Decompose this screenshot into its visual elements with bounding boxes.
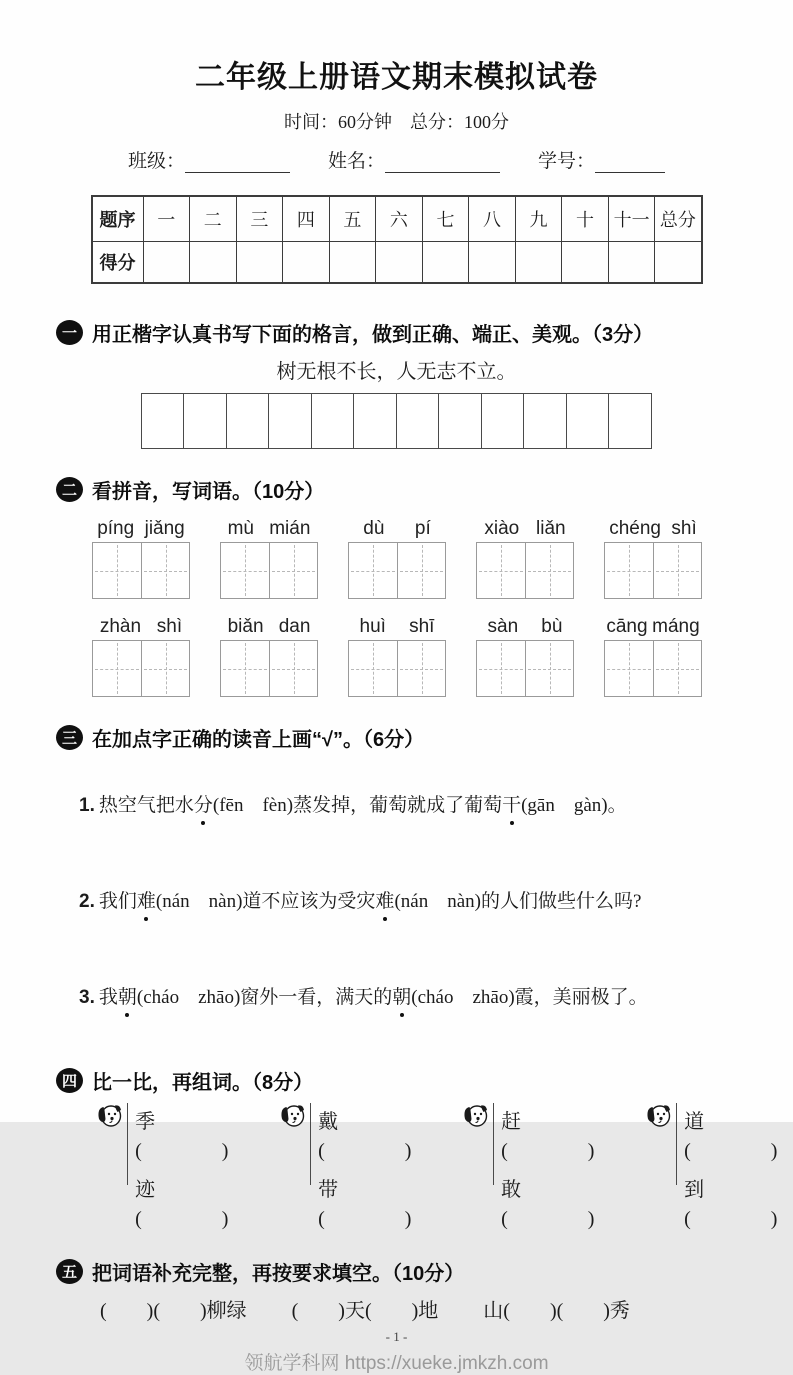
answer-grid (604, 640, 702, 697)
word-blank: 季( ) (135, 1111, 229, 1162)
grid-cell (93, 641, 141, 696)
column-2: 二 (190, 196, 237, 242)
score-cell (469, 242, 516, 284)
idiom-blank: ( )( )柳绿 (100, 1300, 247, 1322)
site-footer: 领航学科网 https://xueke.jmkzh.com (244, 1353, 549, 1374)
class-blank-line (185, 152, 290, 173)
writing-box (353, 393, 397, 449)
pinyin-word (476, 612, 574, 697)
grid-cell (141, 543, 189, 598)
pinyin-word (92, 612, 190, 697)
answer-grid (92, 542, 190, 599)
section2-title: 看拼音，写词语。（10分） (92, 481, 325, 503)
writing-box (608, 393, 652, 449)
page-number: - 1 - (385, 1329, 408, 1344)
pinyin-word (476, 514, 574, 599)
dotted-character: 朝 (118, 984, 137, 1012)
pair-words (501, 1103, 610, 1231)
answer-grid (220, 542, 318, 599)
grid-cell (605, 543, 653, 598)
word-blank: 迹( ) (135, 1179, 229, 1230)
score-cell (329, 242, 376, 284)
section5-heading (56, 1257, 793, 1286)
score-cell (376, 242, 423, 284)
column-4: 四 (283, 196, 330, 242)
pinyin-row-1 (92, 514, 793, 599)
pinyin-word (220, 612, 318, 697)
divider-line (127, 1103, 128, 1185)
student-number-field (538, 146, 665, 173)
idiom-blank: 山( )( )秀 (483, 1300, 630, 1322)
compare-pair (278, 1103, 427, 1231)
score-cell (190, 242, 237, 284)
score-cell (283, 242, 330, 284)
pinyin-word (348, 514, 446, 599)
answer-grid (604, 542, 702, 599)
column-3: 三 (236, 196, 283, 242)
section1-heading (56, 318, 793, 347)
grid-cell (525, 543, 573, 598)
answer-grid (348, 640, 446, 697)
answer-grid (476, 542, 574, 599)
column-1: 一 (143, 196, 190, 242)
pinyin-word (348, 612, 446, 697)
grid-cell (141, 641, 189, 696)
pinyin-label: sàn bù (487, 616, 563, 637)
section1-title: 用正楷字认真书写下面的格言，做到正确、端正、美观。（3分） (92, 324, 654, 346)
score-cell (608, 242, 655, 284)
score-cell (143, 242, 190, 284)
pinyin-label: zhàn shì (99, 616, 183, 637)
class-label: 班级： (127, 151, 185, 172)
grid-cell (605, 641, 653, 696)
section5-number-badge: 五 (56, 1259, 83, 1284)
puppy-icon (278, 1101, 308, 1131)
pinyin-label: mù mián (227, 518, 311, 539)
puppy-icon (644, 1101, 674, 1131)
grid-cell (221, 543, 269, 598)
compare-pairs-row (95, 1103, 793, 1231)
section1-number-badge: 一 (56, 320, 83, 345)
question-order-label: 题序 (92, 196, 144, 242)
word-blank: 敢( ) (501, 1179, 595, 1230)
section3-heading (56, 723, 793, 752)
grid-cell (349, 543, 397, 598)
writing-box (268, 393, 312, 449)
column-8: 八 (469, 196, 516, 242)
writing-box (523, 393, 567, 449)
name-blank-line (385, 152, 500, 173)
grid-cell (477, 543, 525, 598)
writing-box (396, 393, 440, 449)
pronunciation-sentence-2: 2. 我们难(nán nàn)道不应该为受灾难(nán nàn)的人们做些什么吗? (60, 860, 793, 944)
exam-meta: 时间：60分钟 总分：100分 (284, 112, 509, 132)
puppy-icon (95, 1101, 125, 1131)
word-blank: 带( ) (318, 1179, 412, 1230)
section4-heading (56, 1066, 793, 1095)
pinyin-row-2 (92, 612, 793, 697)
pair-words (684, 1103, 793, 1231)
column-9: 九 (515, 196, 562, 242)
grid-cell (93, 543, 141, 598)
writing-grid (0, 393, 793, 449)
score-cell (562, 242, 609, 284)
student-number-blank-line (595, 152, 665, 173)
score-table-score-row (92, 242, 702, 284)
grid-cell (269, 641, 317, 696)
writing-box (141, 393, 185, 449)
grid-cell (397, 543, 445, 598)
writing-box (183, 393, 227, 449)
divider-line (676, 1103, 677, 1185)
section4-number-badge: 四 (56, 1068, 83, 1093)
dotted-character: 干 (502, 792, 521, 820)
dotted-character: 难 (375, 888, 394, 916)
name-field (328, 146, 500, 173)
word-blank: 到( ) (684, 1179, 778, 1230)
pinyin-label: dù pí (363, 518, 431, 539)
column-7: 七 (422, 196, 469, 242)
section2-number-badge: 二 (56, 477, 83, 502)
score-label: 得分 (92, 242, 144, 284)
dotted-character: 朝 (392, 984, 411, 1012)
pinyin-label: píng jiǎng (97, 518, 185, 539)
score-cell (655, 242, 702, 284)
grid-cell (525, 641, 573, 696)
pinyin-label: xiào liǎn (484, 518, 566, 539)
score-cell (236, 242, 283, 284)
divider-line (310, 1103, 311, 1185)
pinyin-label: cāng máng (606, 616, 700, 637)
pair-words (318, 1103, 427, 1231)
compare-pair (95, 1103, 244, 1231)
section3-number-badge: 三 (56, 725, 83, 750)
word-blank: 道( ) (684, 1111, 778, 1162)
answer-grid (92, 640, 190, 697)
idiom-fill-row (100, 1294, 793, 1323)
copy-sentence: 树无根不长，人无志不立。 (276, 361, 517, 383)
grid-cell (477, 641, 525, 696)
score-table (91, 195, 703, 284)
compare-pair (644, 1103, 793, 1231)
column-5: 五 (329, 196, 376, 242)
column-6: 六 (376, 196, 423, 242)
grid-cell (397, 641, 445, 696)
grid-cell (653, 641, 701, 696)
name-label: 姓名： (327, 151, 385, 172)
pinyin-word (604, 612, 702, 697)
student-info-row (0, 146, 793, 173)
section2-heading (56, 475, 793, 504)
pinyin-word (92, 514, 190, 599)
writing-box (481, 393, 525, 449)
pronunciation-sentence-1: 1. 热空气把水分(fēn fèn)蒸发掉，葡萄就成了葡萄干(gān gàn)。 (60, 764, 793, 848)
answer-grid (348, 542, 446, 599)
answer-grid (220, 640, 318, 697)
section5-title: 把词语补充完整，再按要求填空。（10分） (92, 1263, 465, 1285)
column-total: 总分 (655, 196, 702, 242)
writing-box (566, 393, 610, 449)
dotted-character: 难 (137, 888, 156, 916)
class-field (128, 146, 290, 173)
writing-box (438, 393, 482, 449)
compare-pair (461, 1103, 610, 1231)
column-10: 十 (562, 196, 609, 242)
grid-cell (653, 543, 701, 598)
word-blank: 戴( ) (318, 1111, 412, 1162)
grid-cell (269, 543, 317, 598)
page-title: 二年级上册语文期末模拟试卷 (195, 61, 598, 94)
grid-cell (349, 641, 397, 696)
student-number-label: 学号： (538, 151, 596, 172)
pinyin-label: huì shī (359, 616, 435, 637)
writing-box (226, 393, 270, 449)
score-cell (422, 242, 469, 284)
idiom-blank: ( )天( )地 (291, 1300, 439, 1322)
pair-words (135, 1103, 244, 1231)
puppy-icon (461, 1101, 491, 1131)
pinyin-label: chéng shì (609, 518, 697, 539)
answer-grid (476, 640, 574, 697)
score-cell (515, 242, 562, 284)
divider-line (493, 1103, 494, 1185)
pinyin-label: biǎn dan (227, 616, 311, 637)
pinyin-word (220, 514, 318, 599)
word-blank: 赶( ) (501, 1111, 595, 1162)
section4-title: 比一比，再组词。（8分） (92, 1072, 314, 1094)
writing-box (311, 393, 355, 449)
column-11: 十一 (608, 196, 655, 242)
pinyin-word (604, 514, 702, 599)
dotted-character: 分 (194, 792, 213, 820)
pronunciation-sentence-3: 3. 我朝(cháo zhāo)窗外一看，满天的朝(cháo zhāo)霞，美丽极了。 (60, 956, 793, 1040)
grid-cell (221, 641, 269, 696)
section3-title: 在加点字正确的读音上画“√”。（6分） (92, 729, 425, 751)
score-table-header-row (92, 196, 702, 242)
